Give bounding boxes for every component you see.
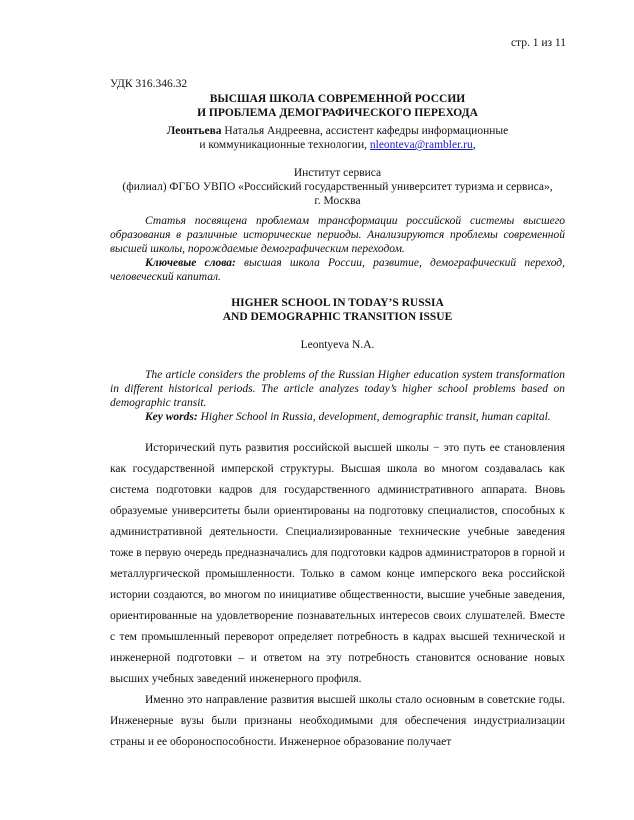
abstract-en xyxy=(110,368,565,424)
body-text xyxy=(110,438,565,753)
institution xyxy=(110,166,565,208)
title-ru-line2: И ПРОБЛЕМА ДЕМОГРАФИЧЕСКОГО ПЕРЕХОДА xyxy=(197,107,478,119)
institution-line2: (филиал) ФГБО УВПО «Российский государственный университет туризма и сервиса», xyxy=(122,181,553,193)
keywords-ru-list: высшая школа России, развитие, демографический переход, человеческий капитал. xyxy=(110,257,565,283)
author-email-suffix: , xyxy=(472,139,476,151)
title-ru-line1: ВЫСШАЯ ШКОЛА СОВРЕМЕННОЙ РОССИИ xyxy=(209,93,466,105)
institution-line3: г. Москва xyxy=(314,195,361,207)
abstract-ru xyxy=(110,214,565,284)
author-email-link[interactable]: nleonteva@rambler.ru xyxy=(369,139,473,151)
title-en-line1: HIGHER SCHOOL IN TODAY’S RUSSIA xyxy=(231,297,444,309)
title-ru xyxy=(110,92,565,120)
title-en-line2: AND DEMOGRAPHIC TRANSITION ISSUE xyxy=(222,311,453,323)
keywords-en xyxy=(110,410,565,424)
author-position: Наталья Андреевна, ассистент кафедры информационные xyxy=(221,125,509,137)
author-ru-line1 xyxy=(110,124,565,138)
body-paragraph-1: Исторический путь развития российской высшей школы − это путь ее становления как государственной имперской структуры. Высшая школа во многом создавалась как система подготовки кадров для государственного административного аппарата. Вновь образуемые университеты были ориентированы на подготовку специалистов, способных к административной деятельности. Специализированные технические учебные заведения тоже в первую очередь предназначались для подготовки кадров администраторов в горной и металлургической промышленности. Только в самом конце имперского века российской истории создаются, во многом по инициативе общественности, высшие учебные заведения, ориентированные на удовлетворение познавательных интересов своих слушателей. Вместе с тем промышленный переворот определяет потребность в кадрах высшей технической и инженерной подготовки – и ответом на эту потребность становится основание новых высших учебных заведений инженерного профиля. xyxy=(110,442,565,685)
abstract-ru-text: Статья посвящена проблемам трансформации российской системы высшего образования в различные исторические периоды. Анализируются проблемы современной высшей школы, порождаемые демографическим переходом. xyxy=(110,215,565,255)
abstract-en-text: The article considers the problems of the Russian Higher education system transformation in different historical periods. The article analyzes today’s higher school problems based on demographic transit. xyxy=(110,369,565,409)
page-number: стр. 1 из 11 xyxy=(510,37,566,49)
body-paragraph-2: Именно это направление развития высшей школы стало основным в советские годы. Инженерные вузы были признаны необходимыми для обеспечения индустриализации страны и ее обороноспособности. Инженерное образование получает xyxy=(110,694,565,748)
author-department: и коммуникационные технологии, xyxy=(199,139,370,151)
author-en: Leontyeva N.A. xyxy=(300,339,375,351)
title-en xyxy=(110,296,565,324)
author-ru xyxy=(110,124,565,152)
keywords-en-list: Higher School in Russia, development, demographic transit, human capital. xyxy=(197,411,551,423)
institution-line1: Институт сервиса xyxy=(293,167,382,179)
keywords-ru xyxy=(110,256,565,284)
author-ru-line2 xyxy=(110,138,565,152)
udk-code: УДК 316.346.32 xyxy=(110,78,188,90)
keywords-ru-label: Ключевые слова: xyxy=(145,257,236,269)
keywords-en-label: Key words: xyxy=(145,411,198,423)
author-surname: Леонтьева xyxy=(166,125,222,137)
